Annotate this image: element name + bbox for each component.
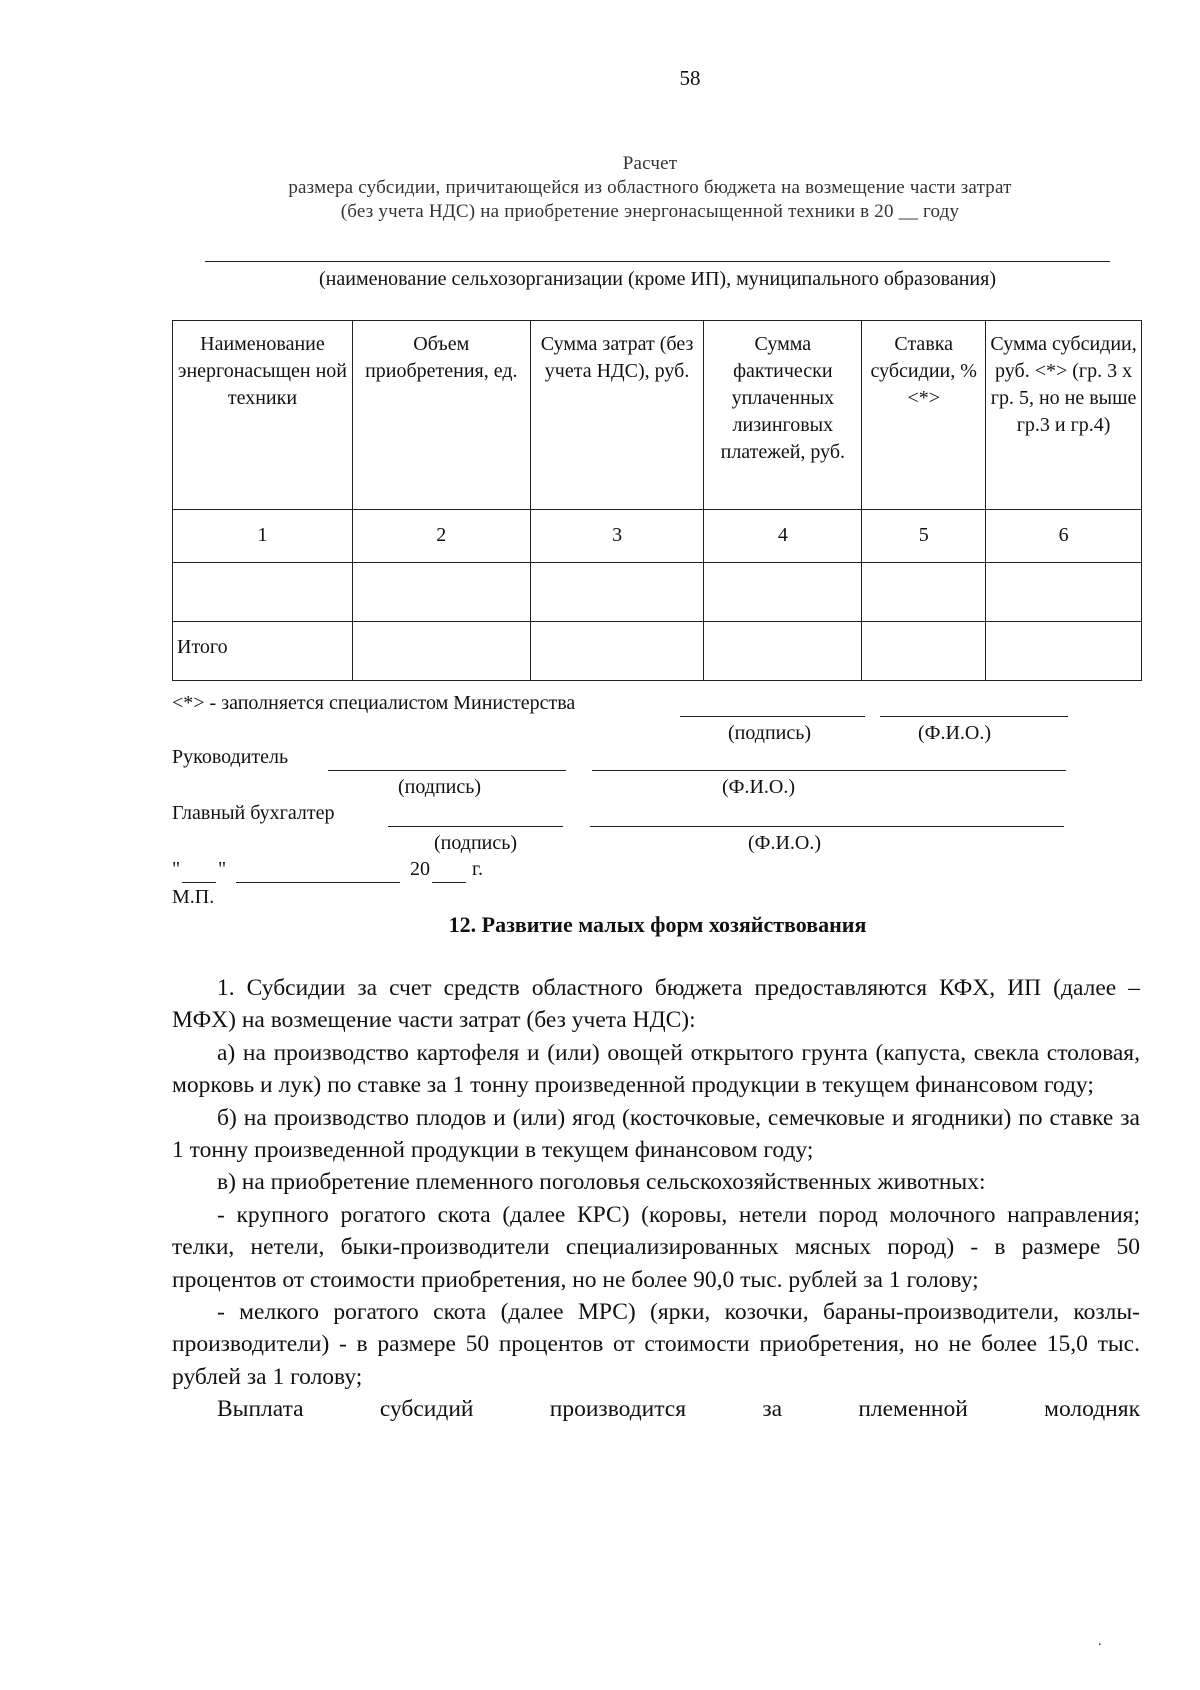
table-cell[interactable] — [530, 622, 704, 681]
date-year-suffix: г. — [472, 858, 483, 880]
heading-line-1: Расчет — [622, 153, 678, 174]
section-title: 12. Развитие малых форм хозяйствования — [448, 912, 867, 937]
ministry-fio-caption: (Ф.И.О.) — [918, 722, 992, 744]
heading-line-3: (без учета НДС) на приобретение энергонасыщенной техники в 20 __ году — [340, 201, 960, 222]
chief-accountant-signature-caption: (подпись) — [434, 832, 518, 854]
col-header-equipment: Наименование энергонасыщен ной техники — [173, 321, 353, 510]
col-number: 2 — [352, 510, 530, 563]
table-cell[interactable] — [862, 563, 986, 622]
table-cell[interactable] — [862, 622, 986, 681]
body-text — [172, 972, 1140, 1426]
table-header-row — [173, 321, 1142, 510]
stamp-place: М.П. — [172, 886, 215, 908]
heading-line-2: размера субсидии, причитающейся из областного бюджета на возмещение части затрат — [288, 177, 1012, 198]
date-year-prefix: 20 — [410, 858, 430, 880]
date-day-line[interactable] — [182, 882, 216, 883]
ministry-signature-caption: (подпись) — [728, 722, 812, 744]
head-fio-caption: (Ф.И.О.) — [722, 776, 796, 798]
table-row — [173, 563, 1142, 622]
table-cell[interactable] — [704, 622, 862, 681]
paragraph-item-b: б) на производство плодов и (или) ягод (косточковые, семечковые и ягодники) по ставке за 1 тонну произведенной продукции в текущем финансовом году; — [172, 1104, 1140, 1164]
column-number-row — [173, 510, 1142, 563]
paragraph-small-cattle: - мелкого рогатого скота (далее МРС) (ярки, козочки, бараны-производители, козлы-производители) - в размере 50 процентов от стоимости приобретения, но не более 15,0 тыс. рублей за 1 голову; — [172, 1299, 1140, 1390]
col-header-costs: Сумма затрат (без учета НДС), руб. — [530, 321, 704, 510]
chief-accountant-signature-line[interactable] — [388, 826, 563, 827]
org-name-line[interactable] — [205, 261, 1110, 262]
col-number: 6 — [986, 510, 1142, 563]
col-number: 3 — [530, 510, 704, 563]
col-header-rate: Ставка субсидии, % <*> — [862, 321, 986, 510]
scan-dot: . — [1098, 1634, 1102, 1649]
date-open-quote: " — [172, 858, 181, 880]
table-cell[interactable] — [530, 563, 704, 622]
table-cell[interactable] — [352, 622, 530, 681]
page-number: 58 — [679, 66, 701, 90]
total-row — [173, 622, 1142, 681]
form-heading — [190, 152, 1110, 224]
col-number: 5 — [862, 510, 986, 563]
chief-accountant-label: Главный бухгалтер — [172, 802, 335, 824]
org-caption: (наименование сельхозорганизации (кроме ИП), муниципального образования) — [319, 268, 996, 290]
col-header-volume: Объем приобретения, ед. — [352, 321, 530, 510]
table-cell[interactable] — [352, 563, 530, 622]
paragraph-subsidies-intro: 1. Субсидии за счет средств областного бюджета предоставляются КФХ, ИП (далее – МФХ) на возмещение части затрат (без учета НДС): — [172, 975, 1140, 1034]
col-header-leasing: Сумма фактически уплаченных лизинговых платежей, руб. — [704, 321, 862, 510]
ministry-signature-line[interactable] — [680, 716, 865, 717]
subsidy-calc-table — [172, 320, 1142, 681]
table-cell[interactable] — [986, 563, 1142, 622]
date-close-quote: " — [218, 858, 227, 880]
chief-accountant-fio-line[interactable] — [590, 826, 1064, 827]
paragraph-item-c: в) на приобретение племенного поголовья сельскохозяйственных животных: — [217, 1169, 986, 1196]
table-cell[interactable] — [173, 563, 353, 622]
head-signature-line[interactable] — [328, 770, 566, 771]
date-year-line[interactable] — [432, 882, 466, 883]
total-label: Итого — [173, 622, 353, 681]
col-header-subsidy: Сумма субсидии, руб. <*> (гр. 3 х гр. 5, но не выше гр.3 и гр.4) — [986, 321, 1142, 510]
paragraph-payment: Выплата субсидий производится за племенной молодняк — [217, 1396, 1140, 1423]
paragraph-cattle: - крупного рогатого скота (далее КРС) (коровы, нетели пород молочного направления; телки, нетели, быки-производители специализированных мясных пород) - в размере 50 процентов от стоимости приобретения, но не более 90,0 тыс. рублей за 1 голову; — [172, 1201, 1140, 1293]
ministry-fio-line[interactable] — [880, 716, 1068, 717]
chief-accountant-fio-caption: (Ф.И.О.) — [748, 832, 822, 854]
table-cell[interactable] — [986, 622, 1142, 681]
col-number: 1 — [173, 510, 353, 563]
head-fio-line[interactable] — [592, 770, 1066, 771]
head-label: Руководитель — [172, 746, 289, 768]
date-month-line[interactable] — [236, 882, 400, 883]
paragraph-item-a: а) на производство картофеля и (или) овощей открытого грунта (капуста, свекла столовая, морковь и лук) по ставке за 1 тонну произведенной продукции в текущем финансовом году; — [172, 1039, 1140, 1099]
table-cell[interactable] — [704, 563, 862, 622]
head-signature-caption: (подпись) — [398, 776, 482, 798]
col-number: 4 — [704, 510, 862, 563]
ministry-note: <*> - заполняется специалистом Министерства — [172, 692, 576, 714]
